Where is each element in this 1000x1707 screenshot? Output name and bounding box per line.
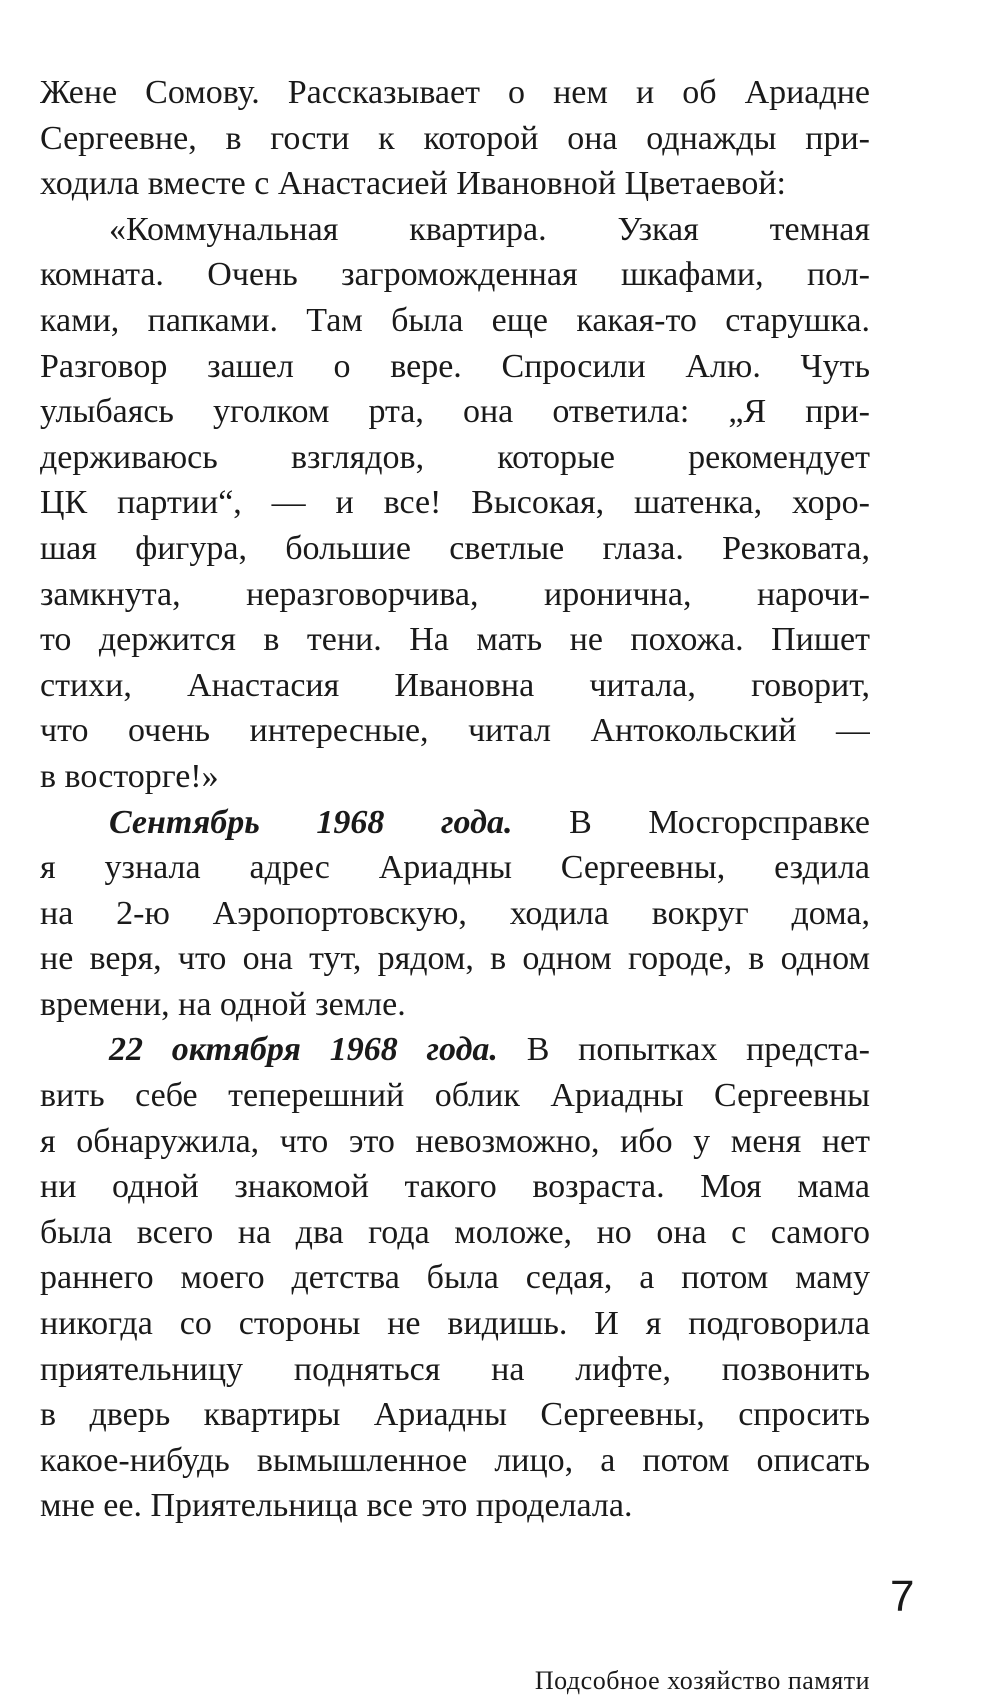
paragraph bbox=[40, 800, 870, 1028]
text-line: то держится в тени. На мать не похожа. Пишет bbox=[40, 621, 870, 659]
text-line: в восторге!» bbox=[40, 757, 219, 795]
text-line: я узнала адрес Ариадны Сергеевны, ездила bbox=[40, 849, 870, 887]
text-line: вить себе теперешний облик Ариадны Сергеевны bbox=[40, 1077, 870, 1115]
text-line: Разговор зашел о вере. Спросили Алю. Чуть bbox=[40, 347, 870, 385]
paragraph bbox=[40, 1027, 870, 1529]
text-line: шая фигура, большие светлые глаза. Резковата, bbox=[40, 529, 870, 567]
text-fragment: В Мосгорсправке bbox=[512, 803, 870, 841]
text-fragment: В попытках предста- bbox=[497, 1031, 870, 1069]
text-line: ходила вместе с Анастасией Ивановной Цветаевой: bbox=[40, 165, 787, 203]
date-heading: 22 октября 1968 года. bbox=[109, 1031, 498, 1069]
text-line: улыбаясь уголком рта, она ответила: „Я при- bbox=[40, 393, 870, 431]
text-line: на 2-ю Аэропортовскую, ходила вокруг дома, bbox=[40, 894, 870, 932]
text-line: времени, на одной земле. bbox=[40, 985, 406, 1023]
date-heading: Сентябрь 1968 года. bbox=[109, 803, 513, 841]
paragraph bbox=[40, 70, 870, 207]
text-line: что очень интересные, читал Антокольский — bbox=[40, 712, 870, 750]
text-line: не веря, что она тут, рядом, в одном городе, в одном bbox=[40, 940, 870, 978]
text-line: замкнута, неразговорчива, иронична, нарочи- bbox=[40, 575, 870, 613]
text-line: стихи, Анастасия Ивановна читала, говорит, bbox=[40, 666, 870, 704]
text-line: Жене Сомову. Рассказывает о нем и об Ариадне bbox=[40, 74, 870, 111]
text-line: ками, папками. Там была еще какая-то старушка. bbox=[40, 301, 870, 339]
running-footer: Подсобное хозяйство памяти bbox=[534, 1666, 870, 1695]
text-line bbox=[40, 800, 870, 846]
text-line: ни одной знакомой такого возраста. Моя мама bbox=[40, 1168, 870, 1206]
body-text bbox=[40, 70, 870, 1529]
text-line: ЦК партии“, — и все! Высокая, шатенка, хоро- bbox=[40, 484, 870, 522]
text-line: какое-нибудь вымышленное лицо, а потом описать bbox=[40, 1441, 870, 1479]
text-line: мне ее. Приятельница все это проделала. bbox=[40, 1487, 633, 1525]
text-line: была всего на два года моложе, но она с самого bbox=[40, 1213, 870, 1251]
text-line: никогда со стороны не видишь. И я подговорила bbox=[40, 1305, 870, 1343]
text-line: приятельницу подняться на лифте, позвонить bbox=[40, 1350, 870, 1388]
text-line: держиваюсь взглядов, которые рекомендует bbox=[40, 438, 870, 476]
text-line: комната. Очень загроможденная шкафами, пол- bbox=[40, 256, 870, 294]
text-line: я обнаружила, что это невозможно, ибо у меня нет bbox=[40, 1122, 870, 1160]
page-number: 7 bbox=[890, 1572, 915, 1621]
text-line bbox=[40, 1027, 870, 1073]
text-line: «Коммунальная квартира. Узкая темная bbox=[109, 210, 870, 248]
text-line: раннего моего детства была седая, а потом маму bbox=[40, 1259, 870, 1297]
paragraph bbox=[40, 207, 870, 800]
text-line: Сергеевне, в гости к которой она однажды при- bbox=[40, 119, 870, 157]
text-line: в дверь квартиры Ариадны Сергеевны, спросить bbox=[40, 1396, 870, 1434]
